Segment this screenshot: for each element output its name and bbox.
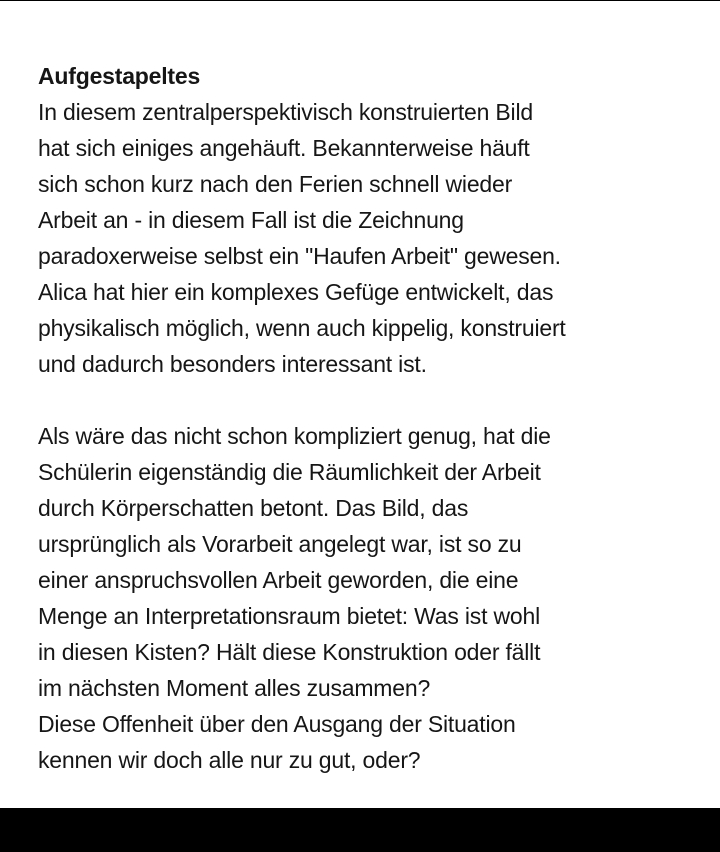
article-text-block <box>38 58 708 778</box>
text-line: Arbeit an - in diesem Fall ist die Zeichnung <box>38 207 464 233</box>
text-line: einer anspruchsvollen Arbeit geworden, die eine <box>38 567 519 593</box>
text-line: physikalisch möglich, wenn auch kippelig, konstruiert <box>38 315 566 341</box>
text-line: in diesen Kisten? Hält diese Konstruktion oder fällt <box>38 639 541 665</box>
bottom-black-band <box>0 808 720 852</box>
paragraph-spacer <box>38 382 708 418</box>
text-line: Als wäre das nicht schon kompliziert genug, hat die <box>38 423 551 449</box>
text-line: sich schon kurz nach den Ferien schnell wieder <box>38 171 513 197</box>
text-line: Alica hat hier ein komplexes Gefüge entwickelt, das <box>38 279 554 305</box>
text-line: In diesem zentralperspektivisch konstruierten Bild <box>38 99 533 125</box>
text-line: Diese Offenheit über den Ausgang der Situation <box>38 711 516 737</box>
text-line: im nächsten Moment alles zusammen? <box>38 675 431 701</box>
text-line: und dadurch besonders interessant ist. <box>38 351 427 377</box>
text-line: hat sich einiges angehäuft. Bekannterweise häuft <box>38 135 530 161</box>
paragraph-1 <box>38 94 708 382</box>
text-line: ursprünglich als Vorarbeit angelegt war, ist so zu <box>38 531 522 557</box>
top-divider <box>0 0 720 1</box>
article-title: Aufgestapeltes <box>38 63 201 89</box>
paragraph-2 <box>38 418 708 778</box>
text-line: kennen wir doch alle nur zu gut, oder? <box>38 747 421 773</box>
text-line: durch Körperschatten betont. Das Bild, das <box>38 495 469 521</box>
text-line: Schülerin eigenständig die Räumlichkeit der Arbeit <box>38 459 541 485</box>
text-line: paradoxerweise selbst ein "Haufen Arbeit" gewesen. <box>38 243 561 269</box>
text-line: Menge an Interpretationsraum bietet: Was ist wohl <box>38 603 540 629</box>
